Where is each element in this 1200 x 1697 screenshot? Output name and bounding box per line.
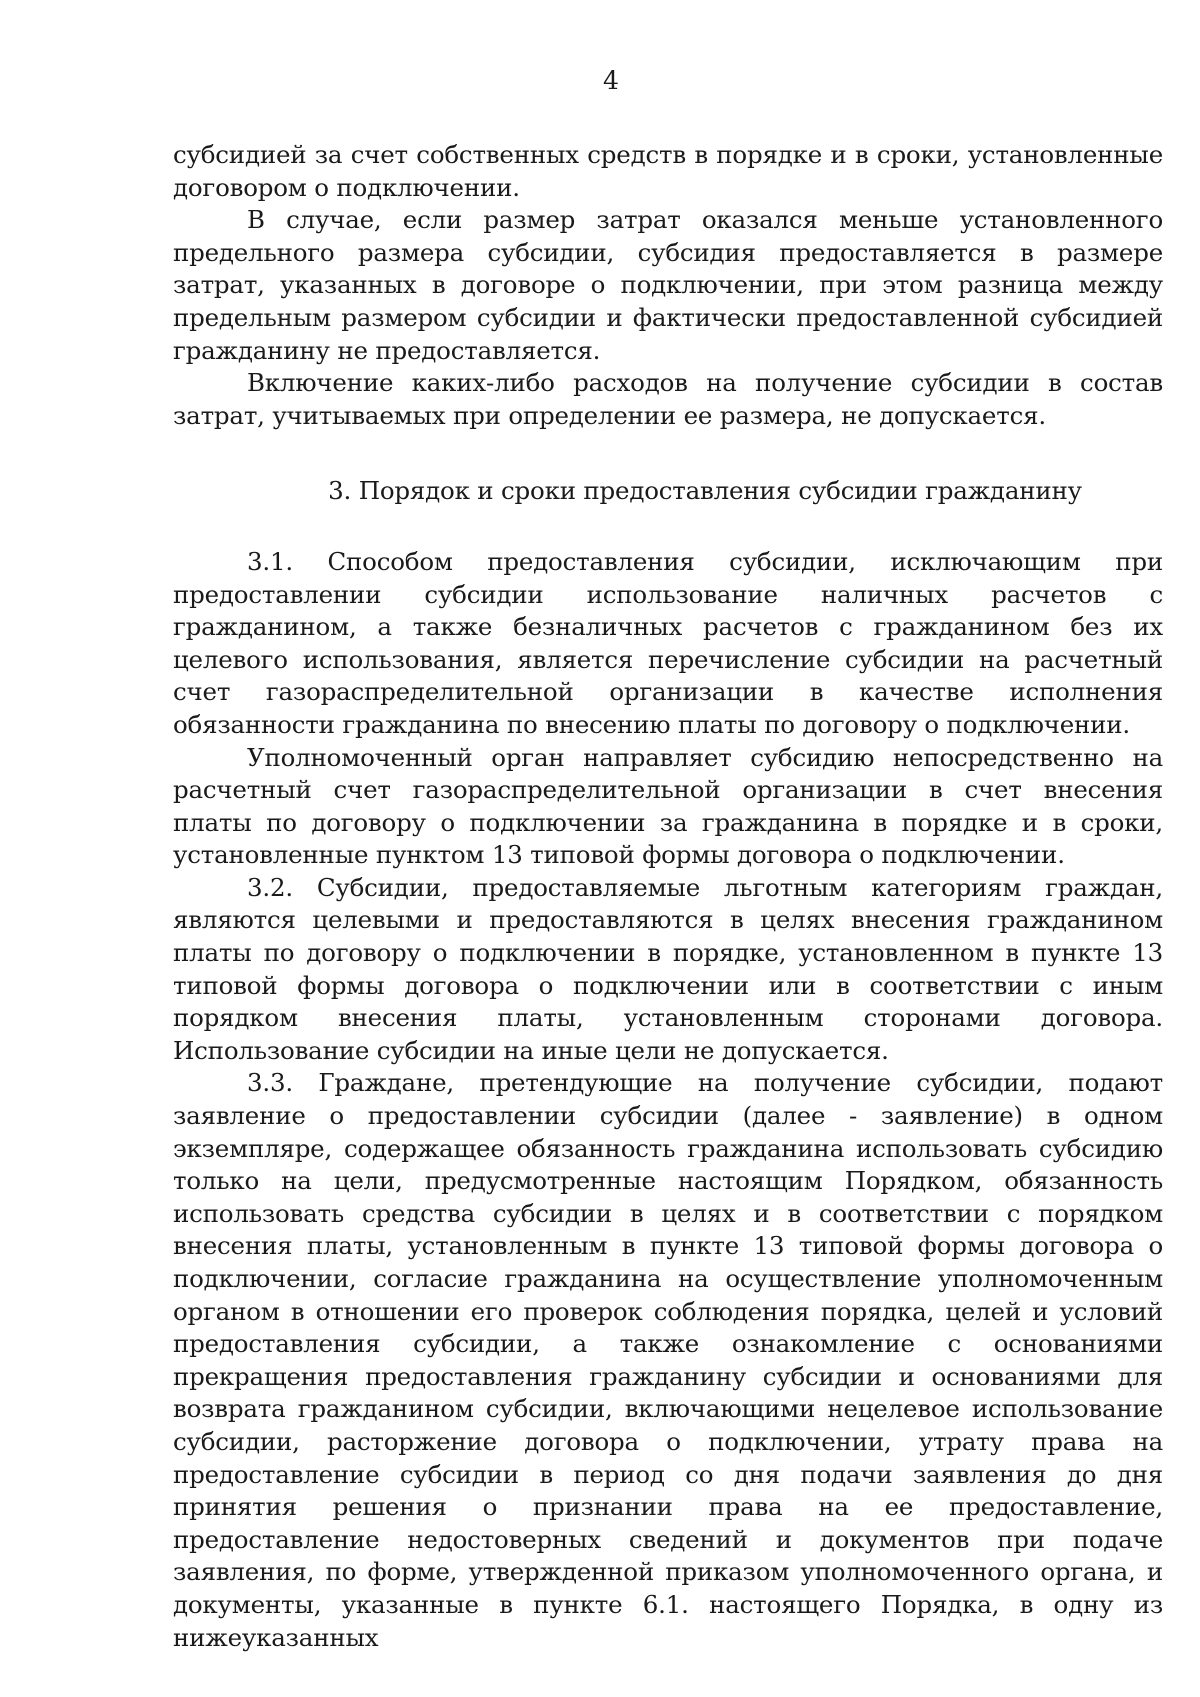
document-body xyxy=(173,139,1163,1654)
paragraph-cost-difference: В случае, если размер затрат оказался меньше установленного предельного размера субсидии, субсидия предоставляется в размере затрат, указанных в договоре о подключении, при этом разница между предельным размером субсидии и фактически предоставленной субсидией гражданину не предоставляется. xyxy=(173,205,1163,365)
paragraph-expenses-exclusion: Включение каких-либо расходов на получение субсидии в состав затрат, учитываемых при определении ее размера, не допускается. xyxy=(173,368,1163,430)
paragraph-3-1: 3.1. Способом предоставления субсидии, исключающим при предоставлении субсидии использование наличных расчетов с гражданином, а также безналичных расчетов с гражданином без их целевого использования, является перечисление субсидии на расчетный счет газораспределительной организации в качестве исполнения обязанности гражданина по внесению платы по договору о подключении. xyxy=(173,546,1163,739)
page-number: 4 xyxy=(603,66,619,95)
paragraph-authorized-body: Уполномоченный орган направляет субсидию непосредственно на расчетный счет газораспределительной организации в счет внесения платы по договору о подключении за гражданина в порядке и в сроки, установленные пунктом 13 типовой формы договора о подключении. xyxy=(173,742,1163,870)
paragraph-3-2: 3.2. Субсидии, предоставляемые льготным категориям граждан, являются целевыми и предоставляются в целях внесения гражданином платы по договору о подключении в порядке, установленном в пункте 13 типовой формы договора о подключении или в соответствии с иным порядком внесения платы, установленным сторонами договора. Использование субсидии на иные цели не допускается. xyxy=(173,872,1163,1065)
section-heading: 3. Порядок и сроки предоставления субсидии гражданину xyxy=(328,476,1082,506)
paragraph-3-3: 3.3. Граждане, претендующие на получение субсидии, подают заявление о предоставлении субсидии (далее - заявление) в одном экземпляре, содержащее обязанность гражданина использовать субсидию только на цели, предусмотренные настоящим Порядком, обязанность использовать средства субсидии в целях и в соответствии с порядком внесения платы, установленным в пункте 13 типовой формы договора о подключении, согласие гражданина на осуществление уполномоченным органом в отношении его проверок соблюдения порядка, целей и условий предоставления субсидии, а также ознакомление с основаниями прекращения предоставления гражданину субсидии и основаниями для возврата гражданином субсидии, включающими нецелевое использование субсидии, расторжение договора о подключении, утрату права на предоставление субсидии в период со дня подачи заявления до дня принятия решения о признании права на ее предоставление, предоставление недостоверных сведений и документов при подаче заявления, по форме, утвержденной приказом уполномоченного органа, и документы, указанные в пункте 6.1. настоящего Порядка, в одну из нижеуказанных xyxy=(173,1068,1163,1652)
paragraph-continuation: субсидией за счет собственных средств в порядке и в сроки, установленные договором о подключении. xyxy=(173,140,1163,202)
